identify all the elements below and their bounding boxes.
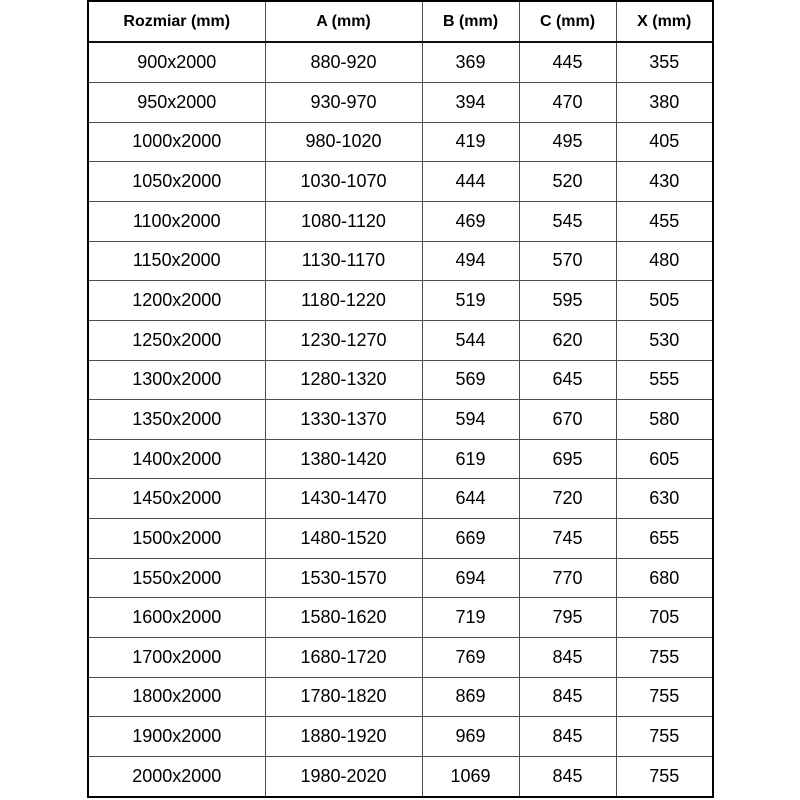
table-cell: 1900x2000 — [88, 717, 265, 757]
table-row — [88, 519, 713, 559]
table-cell: 930-970 — [265, 83, 422, 123]
table-cell: 1030-1070 — [265, 162, 422, 202]
column-header-c: C (mm) — [519, 1, 616, 42]
table-cell: 755 — [616, 717, 713, 757]
table-cell: 705 — [616, 598, 713, 638]
table-cell: 755 — [616, 756, 713, 797]
table-cell: 1100x2000 — [88, 201, 265, 241]
table-cell: 620 — [519, 320, 616, 360]
table-cell: 869 — [422, 677, 519, 717]
table-cell: 520 — [519, 162, 616, 202]
table-cell: 1050x2000 — [88, 162, 265, 202]
table-cell: 969 — [422, 717, 519, 757]
table-cell: 355 — [616, 42, 713, 83]
table-cell: 680 — [616, 558, 713, 598]
table-cell: 1000x2000 — [88, 122, 265, 162]
table-cell: 1530-1570 — [265, 558, 422, 598]
table-cell: 405 — [616, 122, 713, 162]
table-row — [88, 201, 713, 241]
table-cell: 545 — [519, 201, 616, 241]
table-cell: 444 — [422, 162, 519, 202]
table-row — [88, 320, 713, 360]
size-table — [87, 0, 714, 798]
table-cell: 1150x2000 — [88, 241, 265, 281]
table-cell: 845 — [519, 638, 616, 678]
table-cell: 1230-1270 — [265, 320, 422, 360]
table-cell: 1300x2000 — [88, 360, 265, 400]
table-cell: 755 — [616, 677, 713, 717]
table-cell: 1800x2000 — [88, 677, 265, 717]
table-cell: 430 — [616, 162, 713, 202]
table-cell: 695 — [519, 439, 616, 479]
table-row — [88, 400, 713, 440]
table-cell: 1450x2000 — [88, 479, 265, 519]
table-cell: 1580-1620 — [265, 598, 422, 638]
table-cell: 595 — [519, 281, 616, 321]
table-cell: 769 — [422, 638, 519, 678]
table-row — [88, 756, 713, 797]
table-cell: 380 — [616, 83, 713, 123]
table-header-row — [88, 1, 713, 42]
table-cell: 1680-1720 — [265, 638, 422, 678]
table-row — [88, 677, 713, 717]
table-cell: 469 — [422, 201, 519, 241]
table-cell: 644 — [422, 479, 519, 519]
table-cell: 655 — [616, 519, 713, 559]
table-cell: 770 — [519, 558, 616, 598]
table-cell: 605 — [616, 439, 713, 479]
table-cell: 669 — [422, 519, 519, 559]
table-cell: 630 — [616, 479, 713, 519]
table-row — [88, 83, 713, 123]
table-cell: 719 — [422, 598, 519, 638]
table-cell: 1080-1120 — [265, 201, 422, 241]
table-cell: 1600x2000 — [88, 598, 265, 638]
table-cell: 419 — [422, 122, 519, 162]
table-cell: 720 — [519, 479, 616, 519]
table-cell: 544 — [422, 320, 519, 360]
table-cell: 1280-1320 — [265, 360, 422, 400]
table-cell: 394 — [422, 83, 519, 123]
table-row — [88, 42, 713, 83]
table-cell: 1400x2000 — [88, 439, 265, 479]
table-cell: 1430-1470 — [265, 479, 422, 519]
column-header-b: B (mm) — [422, 1, 519, 42]
table-cell: 845 — [519, 677, 616, 717]
table-cell: 594 — [422, 400, 519, 440]
table-cell: 1330-1370 — [265, 400, 422, 440]
table-cell: 880-920 — [265, 42, 422, 83]
table-cell: 480 — [616, 241, 713, 281]
table-cell: 445 — [519, 42, 616, 83]
table-cell: 1880-1920 — [265, 717, 422, 757]
table-cell: 1200x2000 — [88, 281, 265, 321]
table-cell: 1069 — [422, 756, 519, 797]
table-cell: 845 — [519, 756, 616, 797]
table-row — [88, 717, 713, 757]
table-cell: 1700x2000 — [88, 638, 265, 678]
table-cell: 494 — [422, 241, 519, 281]
table-row — [88, 598, 713, 638]
table-row — [88, 162, 713, 202]
table-cell: 950x2000 — [88, 83, 265, 123]
table-cell: 530 — [616, 320, 713, 360]
table-cell: 570 — [519, 241, 616, 281]
table-cell: 1380-1420 — [265, 439, 422, 479]
table-cell: 555 — [616, 360, 713, 400]
table-row — [88, 241, 713, 281]
table-cell: 1780-1820 — [265, 677, 422, 717]
table-row — [88, 360, 713, 400]
table-cell: 694 — [422, 558, 519, 598]
table-cell: 505 — [616, 281, 713, 321]
column-header-a: A (mm) — [265, 1, 422, 42]
table-row — [88, 281, 713, 321]
table-cell: 519 — [422, 281, 519, 321]
table-cell: 755 — [616, 638, 713, 678]
column-header-rozmiar: Rozmiar (mm) — [88, 1, 265, 42]
table-cell: 1980-2020 — [265, 756, 422, 797]
table-cell: 1130-1170 — [265, 241, 422, 281]
table-cell: 900x2000 — [88, 42, 265, 83]
table-cell: 1250x2000 — [88, 320, 265, 360]
table-cell: 845 — [519, 717, 616, 757]
table-cell: 569 — [422, 360, 519, 400]
table-cell: 1550x2000 — [88, 558, 265, 598]
table-cell: 670 — [519, 400, 616, 440]
table-row — [88, 638, 713, 678]
table-row — [88, 479, 713, 519]
table-row — [88, 122, 713, 162]
table-row — [88, 558, 713, 598]
table-cell: 495 — [519, 122, 616, 162]
table-cell: 795 — [519, 598, 616, 638]
table-cell: 2000x2000 — [88, 756, 265, 797]
table-cell: 470 — [519, 83, 616, 123]
table-cell: 745 — [519, 519, 616, 559]
table-cell: 980-1020 — [265, 122, 422, 162]
table-cell: 1350x2000 — [88, 400, 265, 440]
table-cell: 455 — [616, 201, 713, 241]
table-cell: 580 — [616, 400, 713, 440]
table-cell: 1480-1520 — [265, 519, 422, 559]
table-row — [88, 439, 713, 479]
table-cell: 1180-1220 — [265, 281, 422, 321]
table-cell: 369 — [422, 42, 519, 83]
table-cell: 645 — [519, 360, 616, 400]
table-cell: 1500x2000 — [88, 519, 265, 559]
column-header-x: X (mm) — [616, 1, 713, 42]
table-body — [88, 42, 713, 797]
table-cell: 619 — [422, 439, 519, 479]
